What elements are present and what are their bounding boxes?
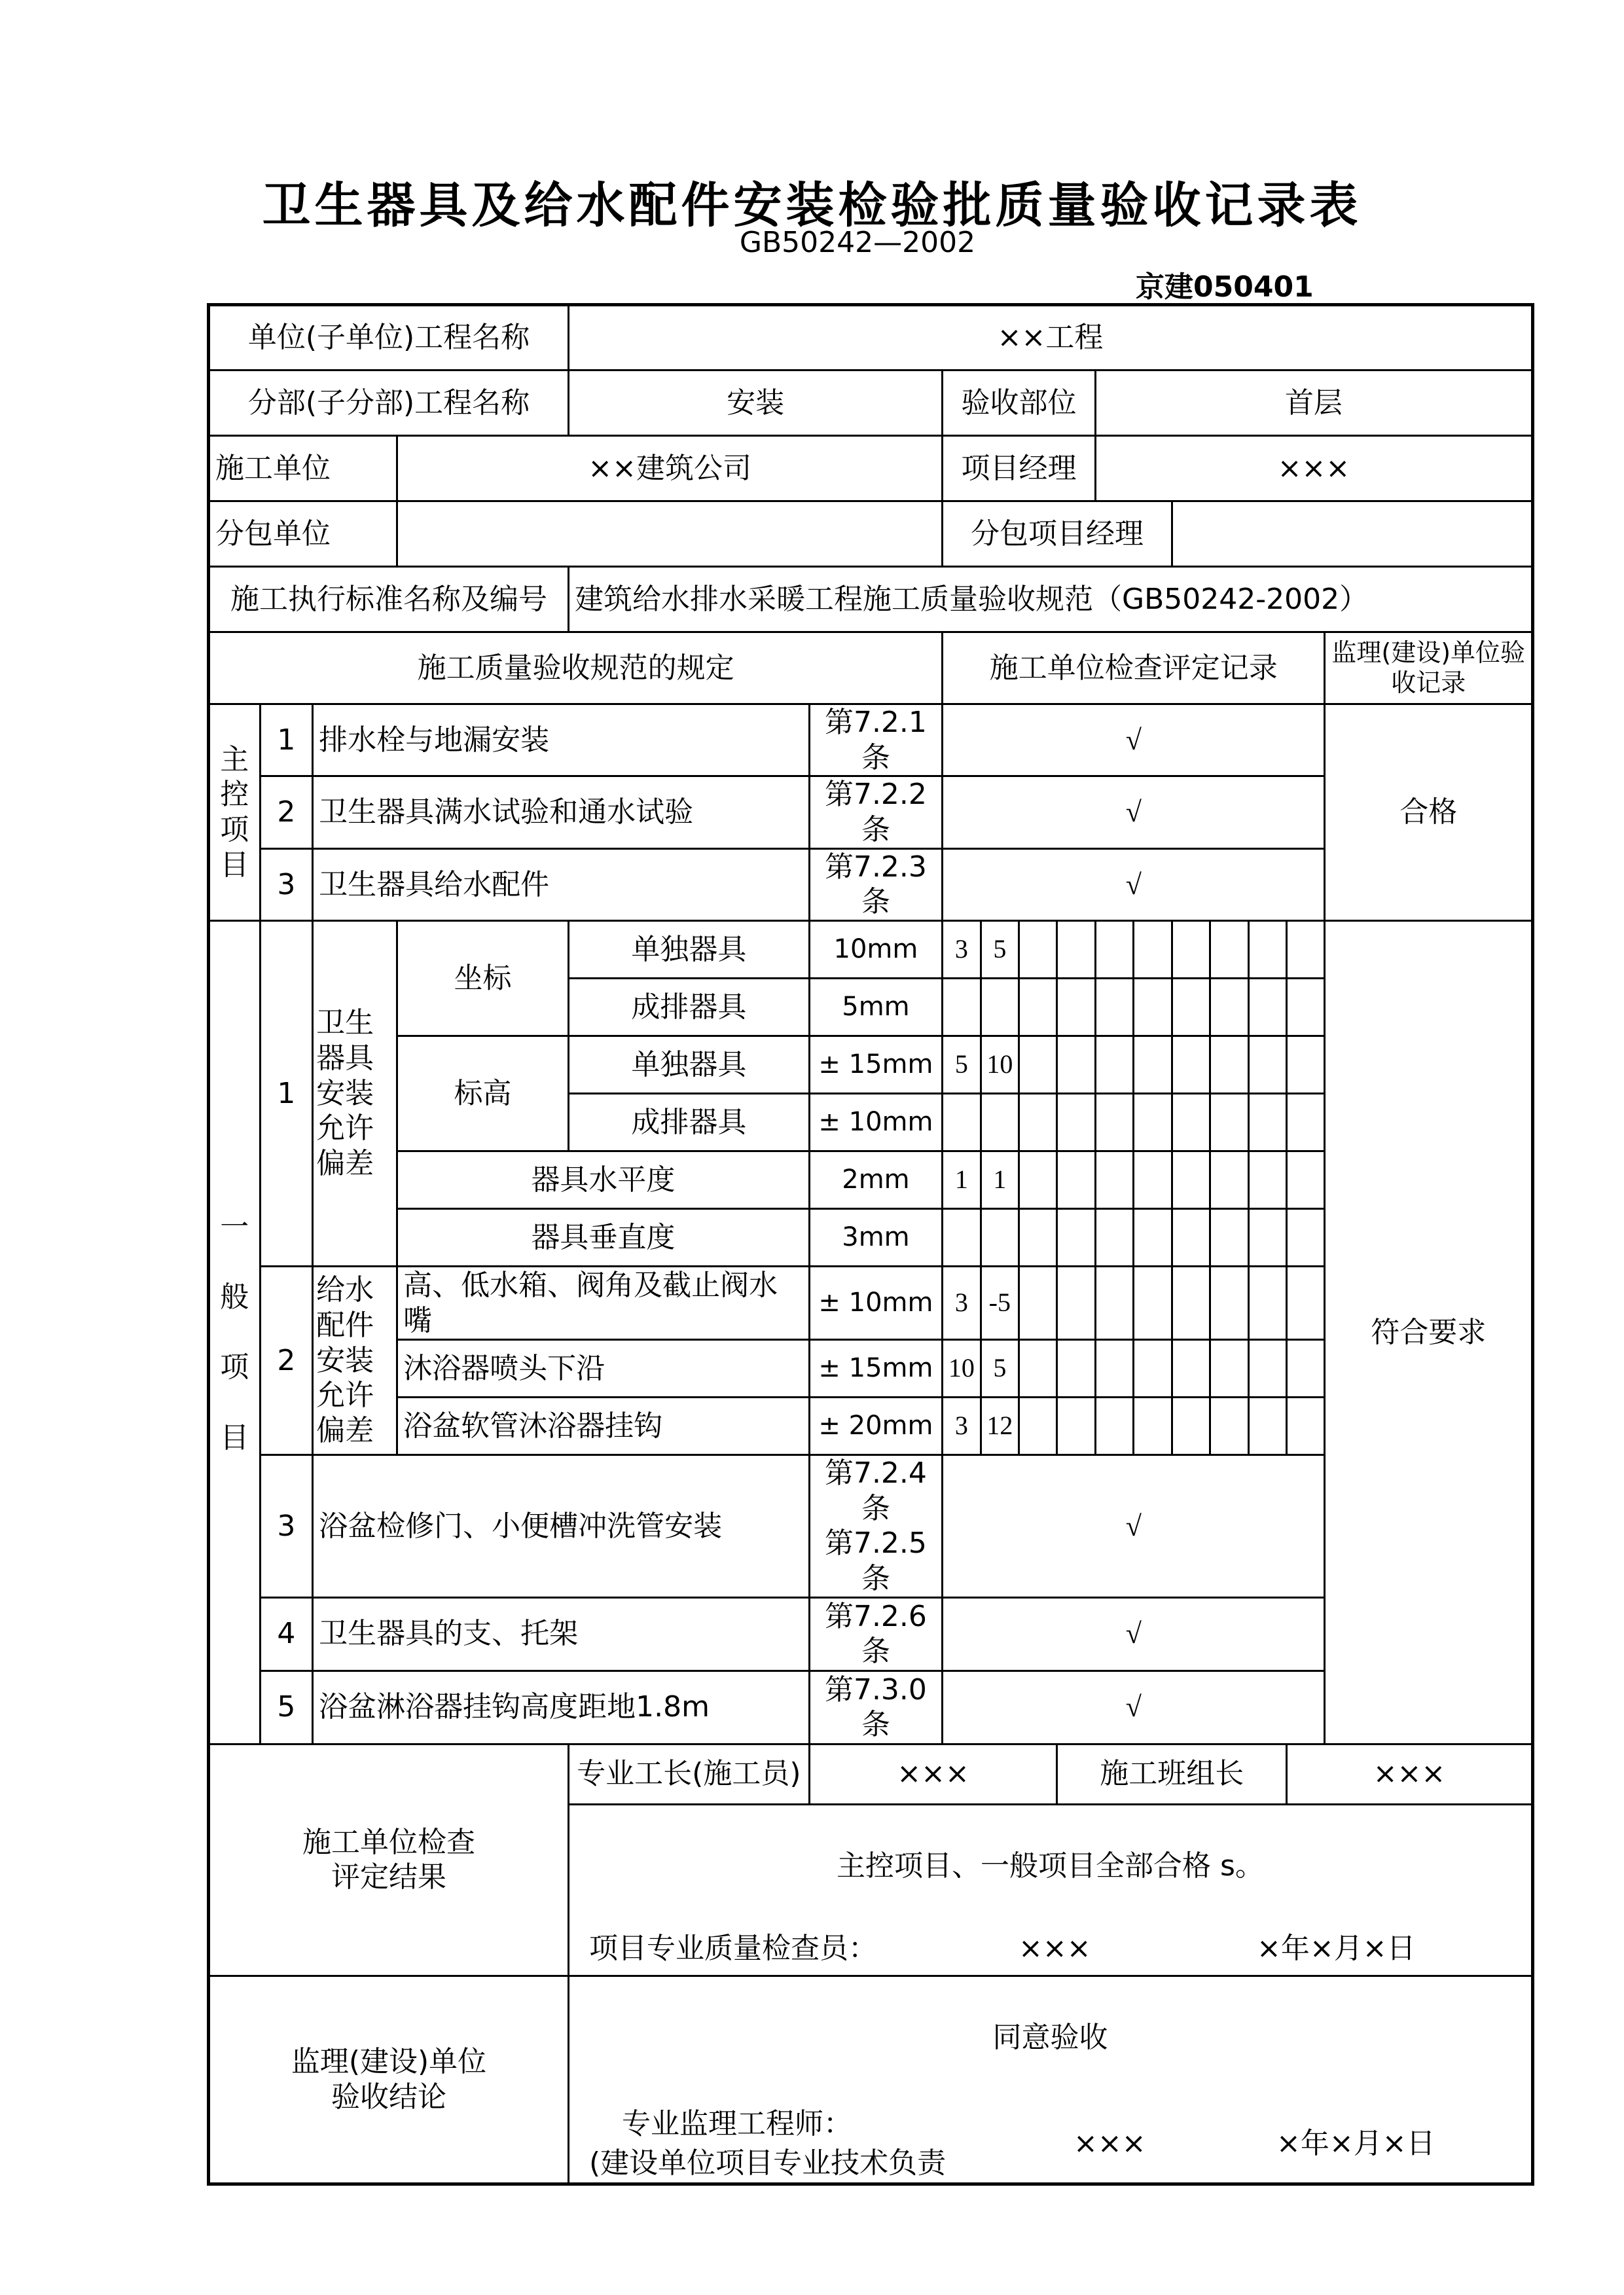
sub-item-name: 器具垂直度	[397, 1209, 810, 1267]
item-name: 排水栓与地漏安装	[313, 704, 810, 776]
measured-value	[943, 1094, 981, 1151]
measured-value: 5	[981, 921, 1019, 979]
sub-item-name: 单独器具	[569, 921, 810, 979]
group-line: 偏差	[316, 1147, 374, 1181]
unit-name-label: 单位(子单位)工程名称	[209, 305, 569, 370]
item-clause: 第7.2.6条	[809, 1597, 942, 1671]
construction-conclusion: 主控项目、一般项目全部合格 s。	[837, 1849, 1264, 1883]
measured-value	[943, 1209, 981, 1267]
check-mark: √	[943, 704, 1325, 776]
subcontract-label: 分包单位	[209, 501, 397, 567]
measured-value: 5	[943, 1036, 981, 1094]
unit-name-value: ××工程	[569, 305, 1533, 370]
measured-value: 10	[943, 1340, 981, 1398]
tolerance: ± 10mm	[809, 1267, 942, 1340]
standard-label: 施工执行标准名称及编号	[209, 567, 569, 632]
standard-value: 建筑给水排水采暖工程施工质量验收规范（GB50242-2002）	[569, 567, 1533, 632]
main-control-char: 主	[220, 742, 249, 776]
item-number: 1	[260, 921, 313, 1267]
general-char: 般	[220, 1280, 249, 1314]
engineer-value: ×××	[1074, 2126, 1146, 2160]
item2-group-label	[313, 1267, 397, 1455]
sub-name-value: 安装	[569, 370, 943, 436]
measured-value: 5	[981, 1340, 1019, 1398]
main-control-verdict: 合格	[1325, 704, 1533, 921]
sub-item-name: 成排器具	[569, 1094, 810, 1151]
general-verdict: 符合要求	[1325, 921, 1533, 1744]
general-label	[209, 921, 261, 1744]
form-code: 京建050401	[1136, 270, 1314, 304]
item-number: 1	[260, 704, 313, 776]
supervision-check-body	[569, 1976, 1533, 2184]
item-name: 浴盆检修门、小便槽冲洗管安装	[313, 1455, 810, 1598]
sub-item-name: 浴盆软管沐浴器挂钩	[397, 1398, 810, 1455]
item-clause	[809, 1455, 942, 1598]
measured-value	[981, 1094, 1019, 1151]
general-char: 项	[220, 1350, 249, 1384]
tolerance: 10mm	[809, 921, 942, 979]
label-line: 验收结论	[331, 2080, 446, 2114]
accept-part-value: 首层	[1095, 370, 1532, 436]
tolerance: 2mm	[809, 1151, 942, 1209]
check-mark: √	[943, 776, 1325, 848]
inspector-label: 项目专业质量检查员：	[589, 1931, 878, 1965]
item-clause: 第7.2.1条	[809, 704, 942, 776]
item-name: 卫生器具给水配件	[313, 848, 810, 920]
item-name: 卫生器具满水试验和通水试验	[313, 776, 810, 848]
clause-line: 第7.2.5条	[824, 1527, 927, 1596]
inspection-record-table	[207, 303, 1534, 2180]
measured-value: 12	[981, 1398, 1019, 1455]
general-char: 目	[220, 1420, 249, 1455]
tolerance: 5mm	[809, 979, 942, 1036]
coord-label: 坐标	[397, 921, 569, 1036]
group-line: 允许	[316, 1111, 374, 1146]
group-line: 安装	[316, 1076, 374, 1110]
check-mark: √	[943, 1597, 1325, 1671]
tolerance: ± 20mm	[809, 1398, 942, 1455]
project-manager-value: ×××	[1095, 436, 1532, 501]
foreman-label: 专业工长(施工员)	[569, 1744, 810, 1804]
item-number: 3	[260, 848, 313, 920]
engineer-label: 专业监理工程师：	[622, 2106, 853, 2141]
group-line: 给水	[316, 1273, 374, 1307]
sub-item-name: 成排器具	[569, 979, 810, 1036]
spec-column-header: 施工质量验收规范的规定	[209, 632, 943, 704]
group-line: 偏差	[316, 1414, 374, 1448]
measured-value: 3	[943, 921, 981, 979]
measured-value: 1	[943, 1151, 981, 1209]
construction-unit-value: ××建筑公司	[397, 436, 943, 501]
supervision-column-header: 监理(建设)单位验收记录	[1325, 632, 1533, 704]
construction-check-label	[209, 1744, 569, 1976]
item-name: 浴盆淋浴器挂钩高度距地1.8m	[313, 1671, 810, 1744]
engineer-label-2: (建设单位项目专业技术负责	[589, 2146, 947, 2180]
subcontract-value	[397, 501, 943, 567]
check-mark: √	[943, 1671, 1325, 1744]
sub-item-name: 器具水平度	[397, 1151, 810, 1209]
sub-item-name: 单独器具	[569, 1036, 810, 1094]
item-number: 2	[260, 776, 313, 848]
tolerance: ± 15mm	[809, 1036, 942, 1094]
item-number: 2	[260, 1267, 313, 1455]
group-line: 卫生	[316, 1006, 374, 1040]
measured-value: 3	[943, 1267, 981, 1340]
check-column-header: 施工单位检查评定记录	[943, 632, 1325, 704]
item-clause: 第7.2.3条	[809, 848, 942, 920]
item-name: 卫生器具的支、托架	[313, 1597, 810, 1671]
check-mark: √	[943, 848, 1325, 920]
item-number: 5	[260, 1671, 313, 1744]
label-line: 施工单位检查	[302, 1825, 475, 1859]
tolerance: 3mm	[809, 1209, 942, 1267]
accept-part-label: 验收部位	[943, 370, 1096, 436]
foreman-value: ×××	[809, 1744, 1057, 1804]
clause-line: 第7.2.4条	[824, 1456, 927, 1525]
measured-value: -5	[981, 1267, 1019, 1340]
label-line: 评定结果	[331, 1860, 446, 1894]
group-line: 器具	[316, 1041, 374, 1075]
elev-label: 标高	[397, 1036, 569, 1151]
sub-pm-label: 分包项目经理	[943, 501, 1172, 567]
general-char: 一	[220, 1210, 249, 1244]
sub-pm-value	[1172, 501, 1532, 567]
document-title: 卫生器具及给水配件安装检验批质量验收记录表	[262, 177, 1362, 234]
inspection-date: ×年×月×日	[1257, 1931, 1416, 1965]
construction-unit-label: 施工单位	[209, 436, 397, 501]
sub-item-name: 沐浴器喷头下沿	[397, 1340, 810, 1398]
group-line: 配件	[316, 1309, 374, 1343]
sub-name-label: 分部(子分部)工程名称	[209, 370, 569, 436]
team-leader-label: 施工班组长	[1057, 1744, 1287, 1804]
main-control-label	[209, 704, 261, 921]
construction-check-body	[569, 1804, 1533, 1976]
measured-value	[981, 1209, 1019, 1267]
tolerance: ± 10mm	[809, 1094, 942, 1151]
project-manager-label: 项目经理	[943, 436, 1096, 501]
inspector-value: ×××	[1019, 1931, 1091, 1965]
measured-value	[943, 979, 981, 1036]
main-control-char: 项	[220, 813, 249, 847]
sub-item-name: 高、低水箱、阀角及截止阀水嘴	[397, 1267, 810, 1340]
check-mark: √	[943, 1455, 1325, 1598]
item-clause: 第7.3.0条	[809, 1671, 942, 1744]
tolerance: ± 15mm	[809, 1340, 942, 1398]
item-clause: 第7.2.2条	[809, 776, 942, 848]
measured-value: 10	[981, 1036, 1019, 1094]
standard-code: GB50242—2002	[739, 226, 976, 259]
measured-value: 3	[943, 1398, 981, 1455]
main-control-char: 控	[220, 778, 249, 812]
supervision-check-label	[209, 1976, 569, 2184]
supervision-date: ×年×月×日	[1276, 2126, 1435, 2160]
measured-value: 1	[981, 1151, 1019, 1209]
label-line: 监理(建设)单位	[291, 2045, 487, 2079]
group-line: 允许	[316, 1379, 374, 1413]
item1-group-label	[313, 921, 397, 1267]
measured-value	[981, 979, 1019, 1036]
item-number: 4	[260, 1597, 313, 1671]
item-number: 3	[260, 1455, 313, 1598]
main-control-char: 目	[220, 848, 249, 882]
team-leader-value: ×××	[1286, 1744, 1532, 1804]
group-line: 安装	[316, 1343, 374, 1377]
supervision-conclusion: 同意验收	[992, 2020, 1108, 2054]
